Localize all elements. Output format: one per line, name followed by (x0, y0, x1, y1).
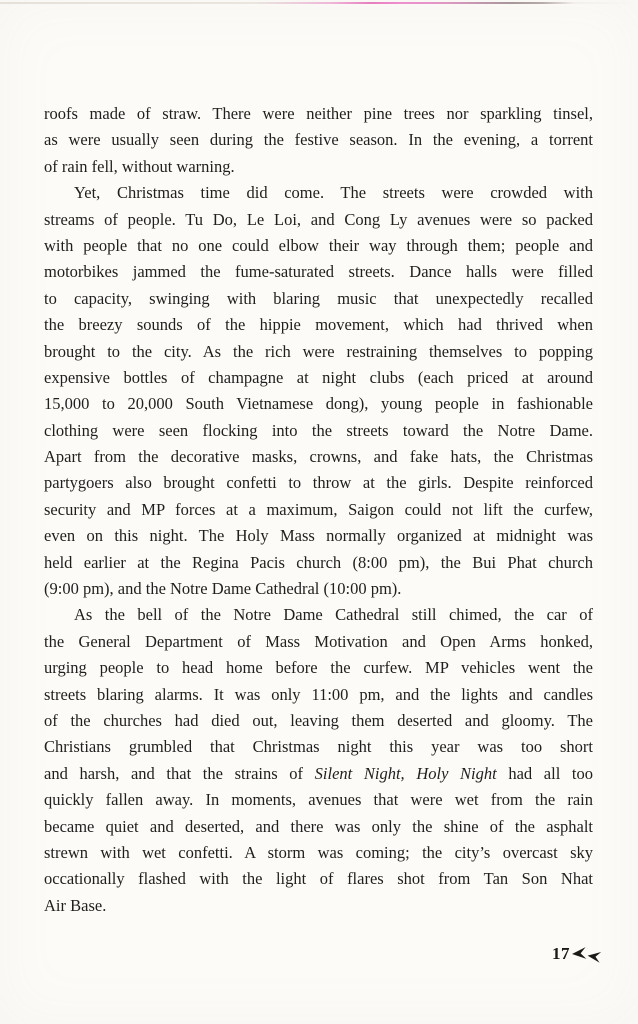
text-segment: expensive bottles of champagne at night clubs (each priced at around (44, 367, 593, 387)
left-arrowhead-icon (587, 949, 601, 963)
text-segment: Air Base. (44, 895, 107, 915)
text-line (44, 312, 593, 338)
text-line (44, 708, 593, 734)
text-segment: occationally flashed with the light of flares shot from Tan Son Nhat (44, 869, 593, 889)
text-segment: strewn with wet confetti. A storm was coming; the city’s overcast sky (44, 842, 593, 862)
text-line (44, 655, 593, 681)
text-line (44, 154, 593, 180)
text-segment: Apart from the decorative masks, crowns, and fake hats, the Christmas (44, 447, 593, 467)
paragraph (44, 101, 593, 180)
text-line (44, 682, 593, 708)
text-segment: streets blaring alarms. It was only 11:00 pm, and the lights and candles (44, 684, 593, 704)
text-line (44, 259, 593, 285)
text-segment: roofs made of straw. There were neither pine trees nor sparkling tinsel, (44, 104, 593, 123)
text-segment: of the churches had died out, leaving them deserted and gloomy. The (44, 710, 593, 730)
text-line (44, 286, 593, 312)
text-segment: with people that no one could elbow their way through them; people and (44, 235, 593, 255)
text-line (44, 207, 593, 233)
text-segment: the General Department of Mass Motivation and Open Arms honked, (44, 631, 593, 651)
text-segment: Christians grumbled that Christmas night this year was too short (44, 737, 593, 757)
text-segment: As the bell of the Notre Dame Cathedral still chimed, the car of (74, 605, 593, 625)
text-segment: 15,000 to 20,000 South Vietnamese dong), young people in fashionable (44, 394, 593, 414)
text-line (44, 550, 593, 576)
text-line (44, 893, 593, 919)
text-block (44, 101, 593, 919)
text-segment: security and MP forces at a maximum, Saigon could not lift the curfew, (44, 499, 593, 519)
text-segment: streams of people. Tu Do, Le Loi, and Cong Ly avenues were so packed (44, 209, 593, 229)
text-segment: brought to the city. As the rich were restraining themselves to popping (44, 341, 593, 361)
text-line (44, 497, 593, 523)
text-line (44, 233, 593, 259)
text-segment: and harsh, and that the strains of (44, 763, 315, 783)
scan-artifact-line (0, 2, 638, 4)
text-line (44, 180, 593, 206)
text-line (44, 444, 593, 470)
text-line (44, 734, 593, 760)
text-segment: motorbikes jammed the fume-saturated streets. Dance halls were filled (44, 262, 593, 282)
text-line (44, 391, 593, 417)
text-segment: held earlier at the Regina Pacis church (8:00 pm), the Bui Phat church (44, 552, 593, 572)
text-segment: Yet, Christmas time did come. The streets were crowded with (74, 183, 593, 203)
text-segment: as were usually seen during the festive season. In the evening, a torrent (44, 130, 593, 150)
text-line (44, 339, 593, 365)
paragraph (44, 180, 593, 602)
text-line (44, 576, 593, 602)
text-segment: of rain fell, without warning. (44, 156, 235, 176)
text-segment: partygoers also brought confetti to throw at the girls. Despite reinforced (44, 473, 593, 493)
left-arrowhead-icon (572, 946, 587, 960)
text-line (44, 629, 593, 655)
text-line (44, 470, 593, 496)
text-line (44, 418, 593, 444)
text-line (44, 761, 593, 787)
text-line (44, 814, 593, 840)
text-line (44, 365, 593, 391)
text-segment: clothing were seen flocking into the streets toward the Notre Dame. (44, 420, 593, 440)
text-segment: had all too (496, 763, 593, 783)
italic-text-segment: Silent Night, Holy Night (314, 763, 497, 783)
text-segment: to capacity, swinging with blaring music that unexpectedly recalled (44, 288, 593, 308)
text-line (44, 602, 593, 628)
paragraph (44, 602, 593, 919)
double-left-arrowheads-ornament-icon (572, 948, 601, 961)
text-segment: became quiet and deserted, and there was only the shine of the asphalt (44, 816, 593, 836)
text-line (44, 127, 593, 153)
page-footer (552, 944, 601, 964)
text-segment: even on this night. The Holy Mass normally organized at midnight was (44, 526, 593, 546)
text-segment: (9:00 pm), and the Notre Dame Cathedral (10:00 pm). (44, 579, 402, 599)
text-line (44, 866, 593, 892)
text-segment: the breezy sounds of the hippie movement, which had thrived when (44, 315, 593, 335)
text-segment: urging people to head home before the curfew. MP vehicles went the (44, 658, 593, 678)
text-line (44, 787, 593, 813)
text-line (44, 523, 593, 549)
text-line (44, 101, 593, 127)
page-number: 17 (552, 944, 570, 963)
text-segment: quickly fallen away. In moments, avenues that were wet from the rain (44, 790, 593, 810)
text-line (44, 840, 593, 866)
